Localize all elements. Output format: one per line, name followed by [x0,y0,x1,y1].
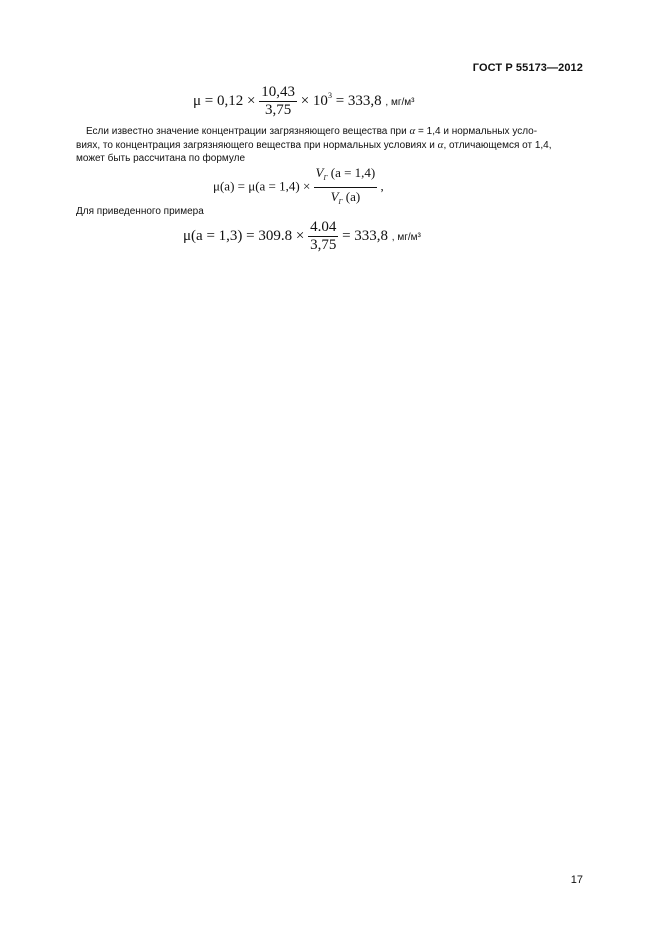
formula-concentration-example [193,84,414,119]
formula1-lhs: μ = 0,12 × [193,92,256,109]
paragraph-line-3: может быть рассчитана по формуле [76,153,246,164]
formula3-lhs: μ(a = 1,3) = 309.8 × [183,227,305,244]
formula2-denominator [314,188,378,211]
example-label: Для приведенного примера [76,206,204,217]
formula2-numerator [314,164,378,188]
paragraph-line-1 [76,125,584,139]
formula1-power-base: × 10 [300,92,328,109]
alpha-symbol: α [409,125,416,137]
formula3-fraction [308,219,338,254]
formula1-exponent: 3 [327,90,332,100]
paragraph-line-1-end: = 1,4 и нормальных усло- [418,126,538,137]
formula1-result: = 333,8 [335,92,382,109]
formula2-denominator-arg: (a) [345,189,361,204]
paragraph-line-2 [76,139,584,153]
paragraph-line-2-start: виях, то концентрация загрязняющего вещества при нормальных условиях и [76,139,435,151]
formula2-fraction [314,164,378,211]
alpha-symbol: α [437,138,444,151]
formula1-numerator: 10,43 [261,84,295,100]
formula-example-result [183,219,421,254]
formula2-lhs: μ(a) = μ(a = 1,4) × [213,178,311,194]
formula3-unit: , мг/м³ [391,231,421,243]
volume-subscript: Г [323,174,328,182]
volume-subscript: Г [338,198,343,206]
formula1-denominator: 3,75 [264,102,292,118]
formula3-denominator: 3,75 [310,237,337,253]
paragraph-line-2-end: , отличающемся от 1,4, [443,139,552,151]
formula1-unit: , мг/м³ [385,96,415,108]
formula3-numerator: 4.04 [310,219,337,235]
volume-symbol: V [330,189,339,204]
formula2-tail: , [380,178,384,194]
formula3-result: = 333,8 [342,227,389,244]
formula2-numerator-arg: (a = 1,4) [330,165,376,180]
body-paragraph [76,125,584,166]
page-number: 17 [570,874,583,886]
volume-symbol: V [315,165,324,180]
paragraph-line-1-start: Если известно значение концентрации загрязняющего вещества при [86,126,407,137]
formula1-fraction [259,84,297,119]
formula-general [213,164,384,211]
standard-code: ГОСТ Р 55173—2012 [472,62,583,74]
